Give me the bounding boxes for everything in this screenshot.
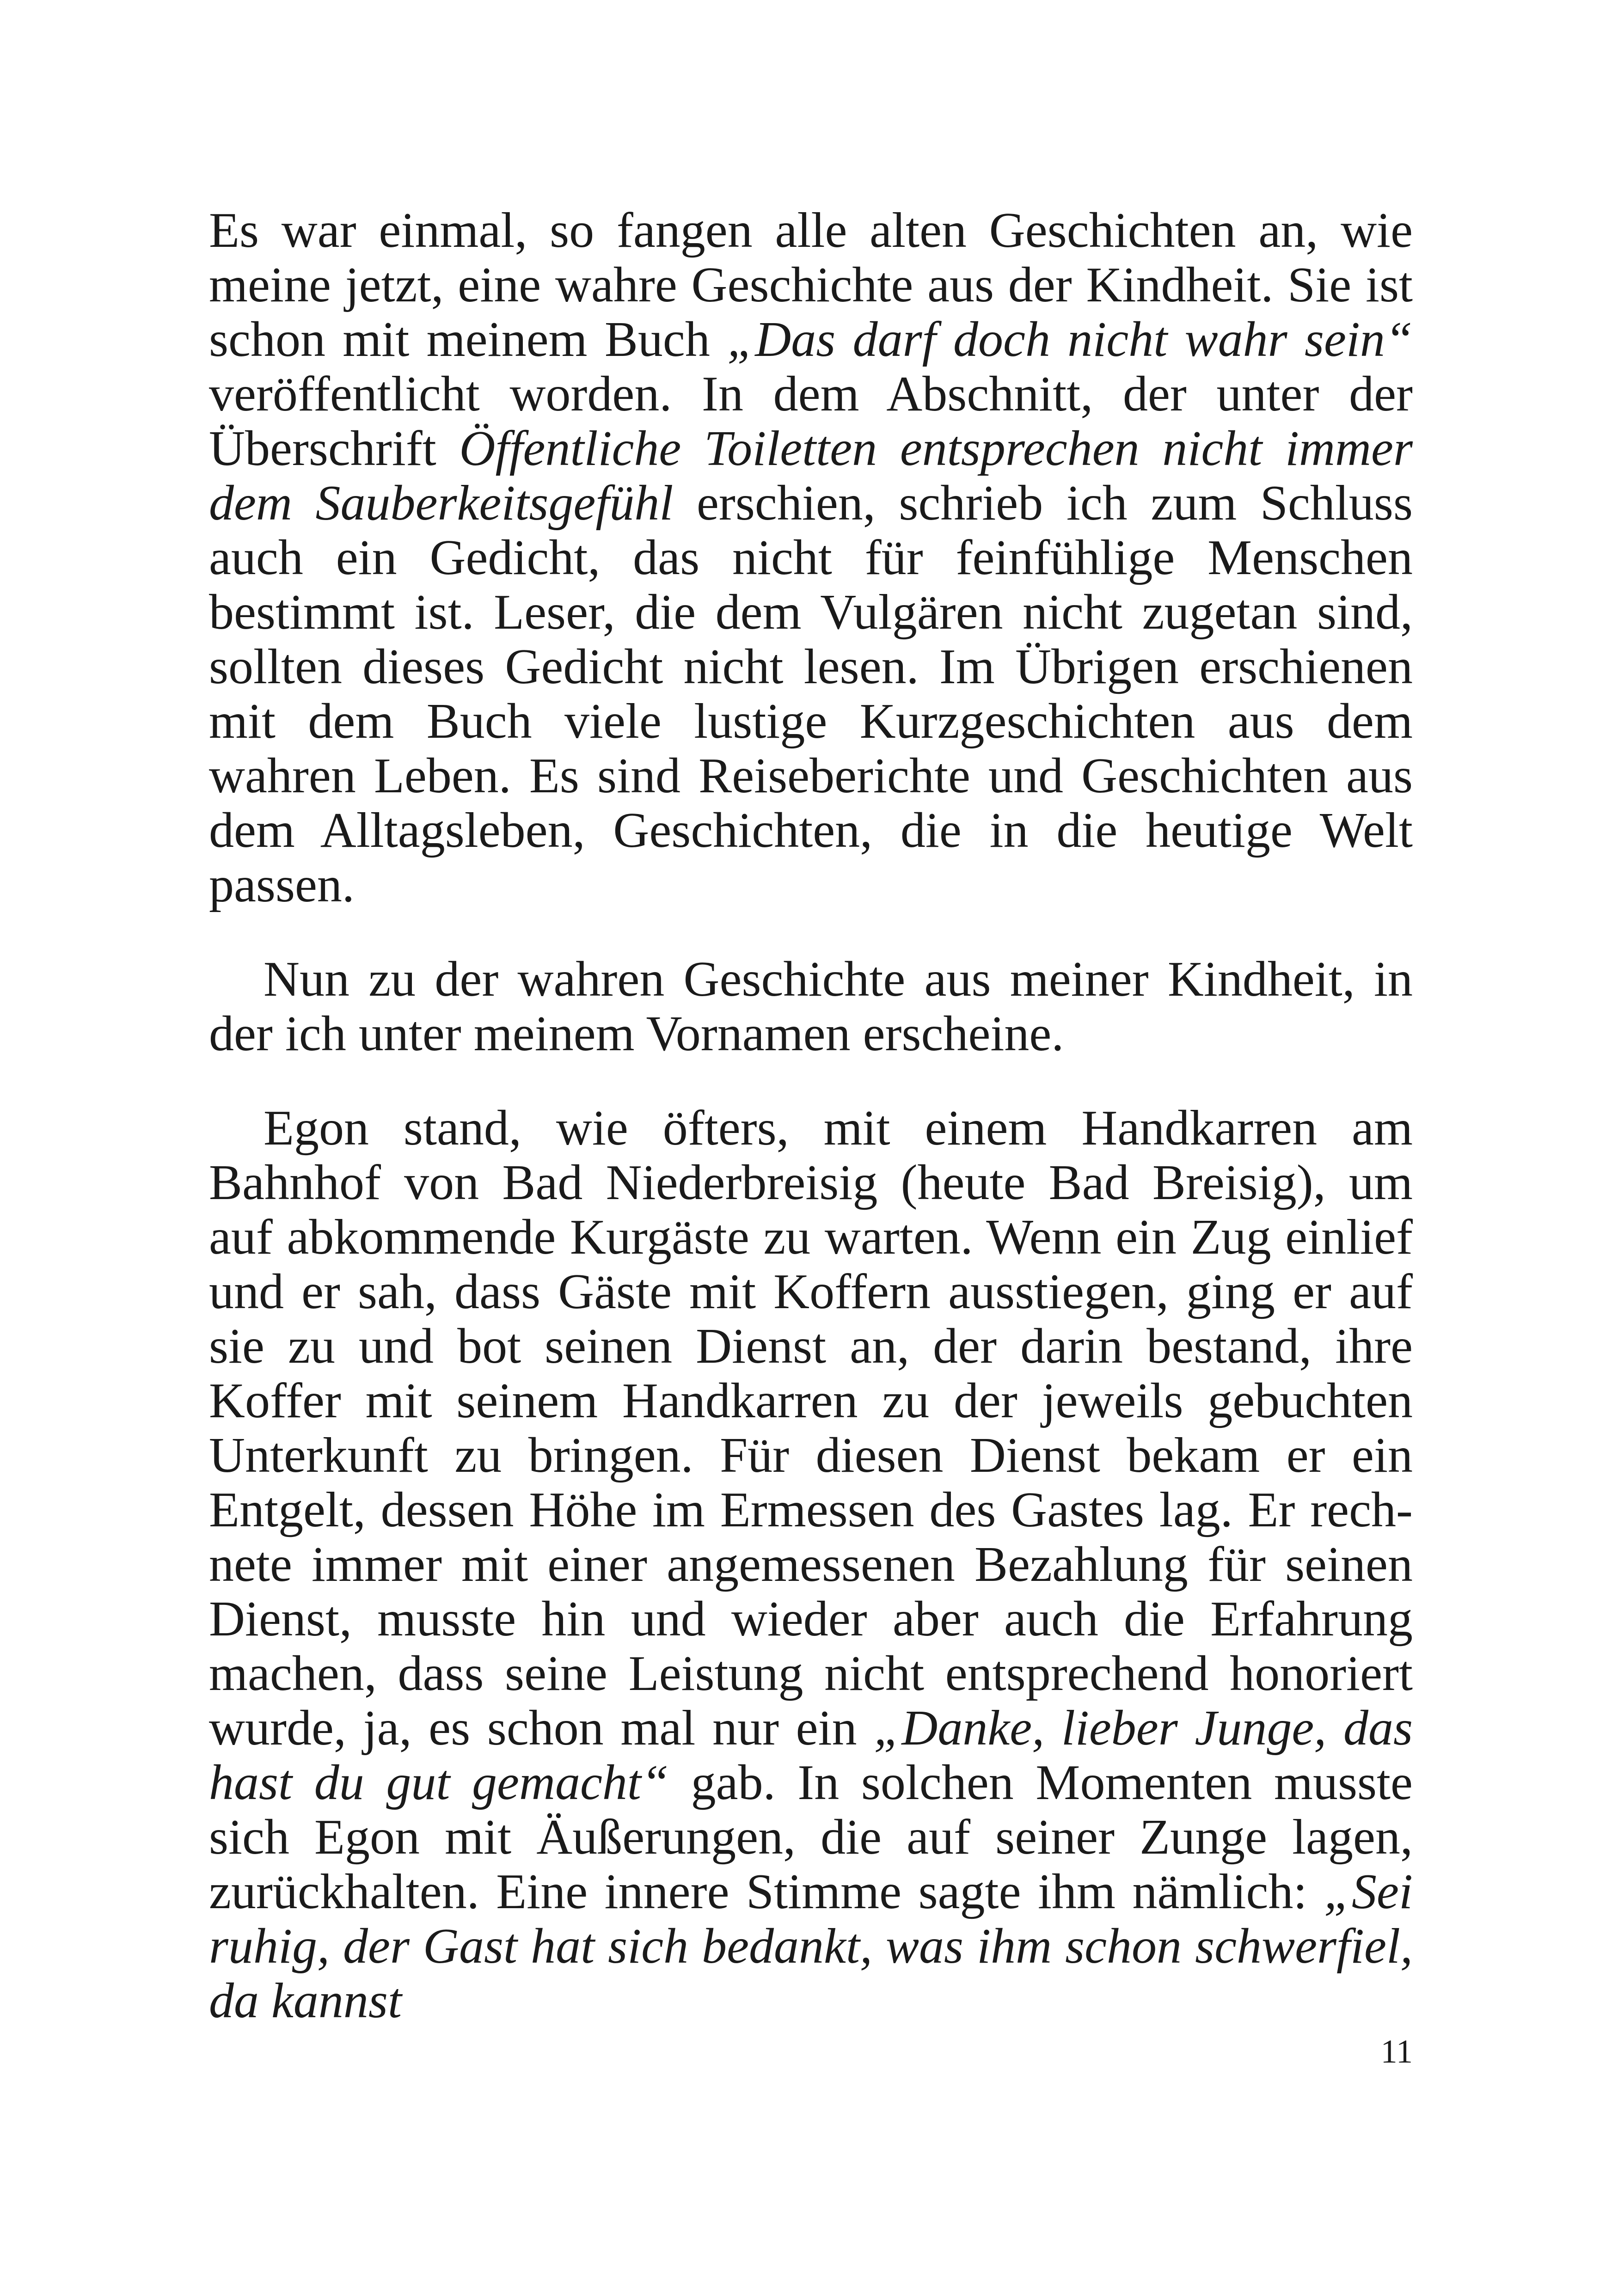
paragraph-transition bbox=[209, 952, 1413, 1061]
intro-text-3: erschien, schrieb ich zum Schluss auch ein Gedicht, das nicht für feinfühlige Menschen bestimmt ist. Leser, die dem Vulgären nicht zugetan sind, sollten dieses Gedicht nicht lesen. Im Übrigen erschienen mit dem Buch viele lustige Kurzgeschichten aus dem wahren Leben. Es sind Reiseberichte und Geschichten aus dem Alltagsleben, Geschichten, die in die heutige Welt passen. bbox=[209, 476, 1413, 912]
book-title-italic: „Das darf doch nicht wahr sein“ bbox=[727, 312, 1413, 367]
paragraph-intro bbox=[209, 203, 1413, 912]
page-number: 11 bbox=[1380, 2033, 1413, 2070]
body-text bbox=[209, 203, 1413, 2028]
inner-voice-quote-italic: „Sei ruhig, der Gast hat sich bedankt, was ihm schon schwerfiel, da kannst bbox=[209, 1864, 1413, 2028]
intro-text-2: veröffentlicht worden. In dem Abschnitt, der unter der Überschrift bbox=[209, 367, 1413, 476]
guest-quote-italic: „Danke, lieber Junge, das hast du gut gemacht“ bbox=[209, 1701, 1413, 1810]
section-heading-italic: Öffentliche Toiletten entsprechen nicht immer dem Sauberkeitsgefühl bbox=[209, 421, 1413, 531]
paragraph-story bbox=[209, 1101, 1413, 2028]
transition-text: Nun zu der wahren Geschichte aus meiner Kindheit, in der ich unter meinem Vornamen erscheine. bbox=[209, 952, 1413, 1061]
intro-text-1: Es war einmal, so fangen alle alten Geschichten an, wie meine jetzt, eine wahre Geschichte aus der Kindheit. Sie ist schon mit meinem Buch bbox=[209, 203, 1413, 367]
story-text-1: Egon stand, wie öfters, mit einem Handkarren am Bahnhof von Bad Niederbreisig (heute Bad Breisig), um auf abkommende Kurgäste zu warten. Wenn ein Zug einlief und er sah, dass Gäste mit Koffern ausstiegen, ging er auf sie zu und bot seinen Dienst an, der darin bestand, ihre Koffer mit seinem Handkarren zu der jeweils gebuchten Unterkunft zu bringen. Für diesen Dienst bekam er ein Entgelt, dessen Höhe im Ermessen des Gastes lag. Er rechnete immer mit einer angemessenen Bezahlung für seinen Dienst, musste hin und wieder aber auch die Erfahrung machen, dass seine Leistung nicht entsprechend honoriert wurde, ja, es schon mal nur ein bbox=[209, 1101, 1413, 1756]
story-text-2: gab. In solchen Momenten musste sich Egon mit Äußerungen, die auf seiner Zunge lagen, zurückhalten. Eine innere Stimme sagte ihm nämlich: bbox=[209, 1755, 1413, 1919]
